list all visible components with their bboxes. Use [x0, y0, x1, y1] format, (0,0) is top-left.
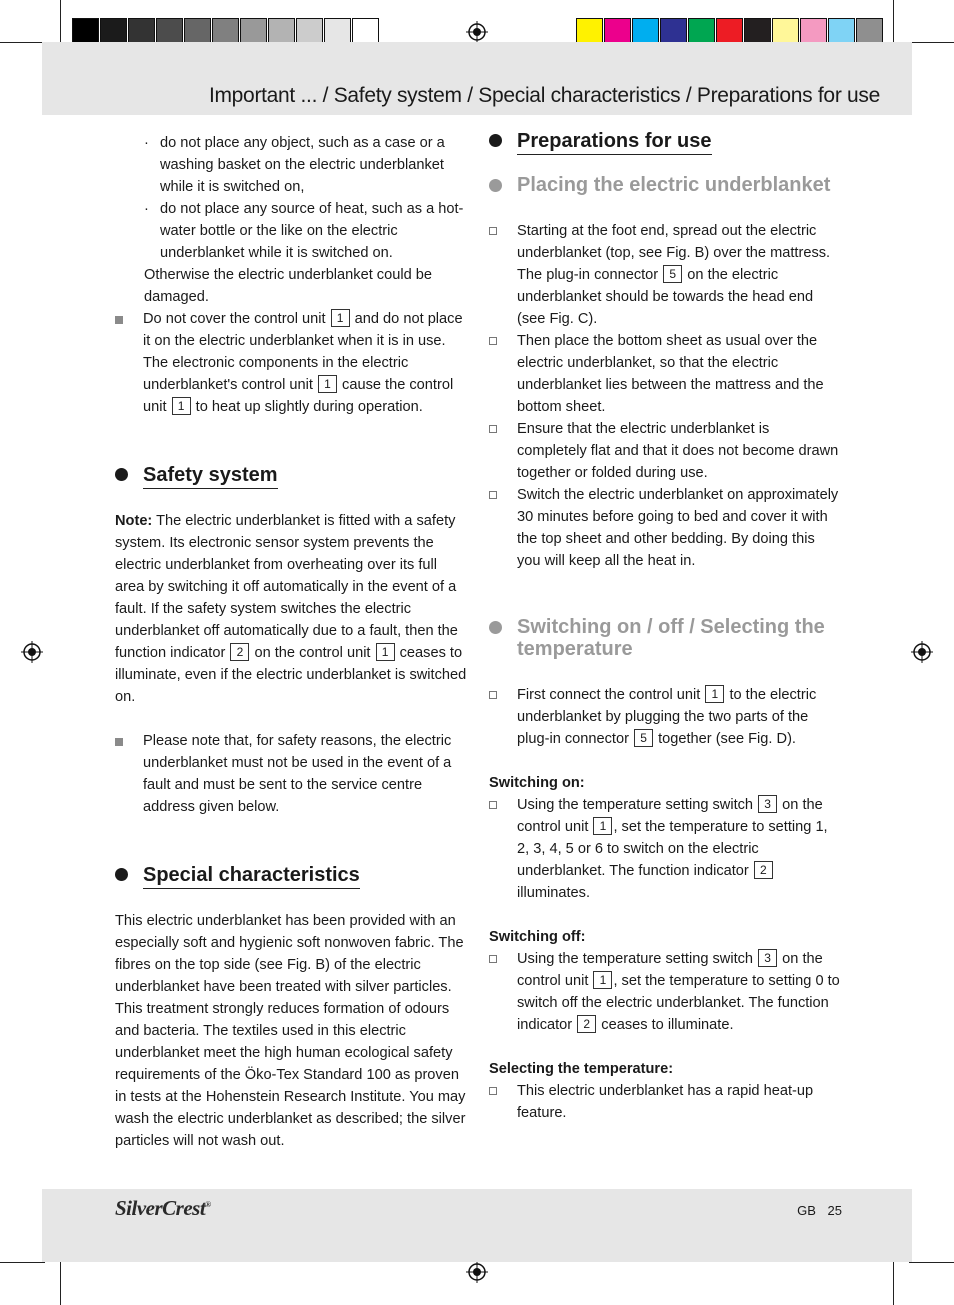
- list-item: Starting at the foot end, spread out the electric underblanket (top, see Fig. B) over the mattress. The plug-in connector 5 on the electric underblanket should be towards the head end (see Fig. C).: [489, 220, 841, 330]
- crop-mark: [60, 1260, 61, 1305]
- crop-mark: [893, 0, 894, 45]
- list-item: Using the temperature setting switch 3 on the control unit 1 , set the temperature to setting 0 to switch off the electric underblanket. The function indicator 2 ceases to illuminate.: [489, 948, 841, 1036]
- list-item: · do not place any object, such as a case or a washing basket on the electric underblanket while it is switched on,: [144, 135, 445, 195]
- registration-mark-icon: [911, 641, 933, 663]
- registration-mark-icon: [21, 641, 43, 663]
- bullet-circle-icon: [489, 134, 502, 147]
- list-item: Using the temperature setting switch 3 on the control unit 1 , set the temperature to setting 1, 2, 3, 4, 5 or 6 to switch on the electric underblanket. The function indicator 2 illuminates.: [489, 794, 841, 904]
- registration-mark-icon: [466, 1261, 488, 1283]
- bullet-circle-icon: [115, 468, 128, 481]
- checkbox-bullet-icon: [489, 337, 497, 345]
- section-heading-preparations: Preparations for use: [489, 128, 841, 154]
- subsection-heading-switching: Switching on / off / Selecting the temperature: [489, 616, 841, 660]
- subsection-heading-placing: Placing the electric underblanket: [489, 174, 841, 196]
- list-item: Do not cover the control unit 1 and do not place it on the electric underblanket when it is in use. The electronic components in the electric underblanket's control unit 1 cause the control unit 1 to heat up slightly during operation.: [115, 308, 467, 418]
- page-title: Important ... / Safety system / Special characteristics / Preparations for use: [208, 84, 880, 107]
- warning-text: Otherwise the electric underblanket could be damaged.: [144, 267, 432, 305]
- crop-mark: [909, 1262, 954, 1263]
- bullet-circle-icon: [115, 868, 128, 881]
- switching-off-label: Switching off:: [489, 929, 586, 945]
- bullet-circle-icon: [489, 179, 502, 192]
- note-paragraph: Note: The electric underblanket is fitted with a safety system. Its electronic sensor system prevents the electric underblanket from overheating over its full area by switching it off automatically in the event of a fault. If the safety system switches the electric underblanket off automatically due to a fault, then the function indicator 2 on the control unit 1 ceases to illuminate, even if the electric underblanket is switched on.: [115, 513, 467, 705]
- checkbox-bullet-icon: [489, 1087, 497, 1095]
- checkbox-bullet-icon: [489, 227, 497, 235]
- section-heading-safety: Safety system: [115, 462, 467, 488]
- bullet-circle-icon: [489, 621, 502, 634]
- crop-mark: [0, 42, 45, 43]
- list-item: Then place the bottom sheet as usual over the electric underblanket, so that the electric underblanket lies between the mattress and the bottom sheet.: [489, 330, 841, 418]
- checkbox-bullet-icon: [489, 491, 497, 499]
- crop-mark: [60, 0, 61, 45]
- right-column: [489, 128, 841, 1124]
- switching-on-label: Switching on:: [489, 775, 585, 791]
- left-column: [115, 132, 467, 1152]
- page-number: GB 25: [797, 1203, 842, 1218]
- list-item: First connect the control unit 1 to the electric underblanket by plugging the two parts of the plug-in connector 5 together (see Fig. D).: [489, 684, 841, 750]
- checkbox-bullet-icon: [489, 425, 497, 433]
- list-item: This electric underblanket has a rapid heat-up feature.: [489, 1080, 841, 1124]
- list-item: Please note that, for safety reasons, the electric underblanket must not be used in the event of a fault and must be sent to the service centre address given below.: [115, 730, 467, 818]
- registration-mark-icon: [466, 21, 488, 43]
- special-paragraph: This electric underblanket has been provided with an especially soft and hygienic soft nonwoven fabric. The fibres on the top side (see Fig. B) of the electric underblanket have been treated with silver particles. This treatment strongly reduces formation of odours and bacteria. The textiles used in this electric underblanket meet the high human ecological safety requirements of the Öko-Tex Standard 100 as proven in tests at the Hohenstein Research Institute. You may wash the electric underblanket as described; the silver particles will not wash out.: [115, 913, 466, 1149]
- crop-mark: [909, 42, 954, 43]
- list-item: Ensure that the electric underblanket is completely flat and that it does not become drawn together or folded during use.: [489, 418, 841, 484]
- checkbox-bullet-icon: [489, 955, 497, 963]
- checkbox-bullet-icon: [489, 801, 497, 809]
- bullet-icon: [115, 316, 123, 324]
- checkbox-bullet-icon: [489, 691, 497, 699]
- bullet-icon: [115, 738, 123, 746]
- brand-logo: SilverCrest®: [115, 1196, 211, 1220]
- crop-mark: [0, 1262, 45, 1263]
- section-heading-special: Special characteristics: [115, 862, 467, 888]
- selecting-label: Selecting the temperature:: [489, 1061, 674, 1077]
- crop-mark: [893, 1260, 894, 1305]
- list-item: Switch the electric underblanket on approximately 30 minutes before going to bed and cover it with the top sheet and other bedding. By doing this you will keep all the heat in.: [489, 484, 841, 572]
- list-item: · do not place any source of heat, such as a hot-water bottle or the like on the electric underblanket while it is switched on.: [144, 201, 464, 261]
